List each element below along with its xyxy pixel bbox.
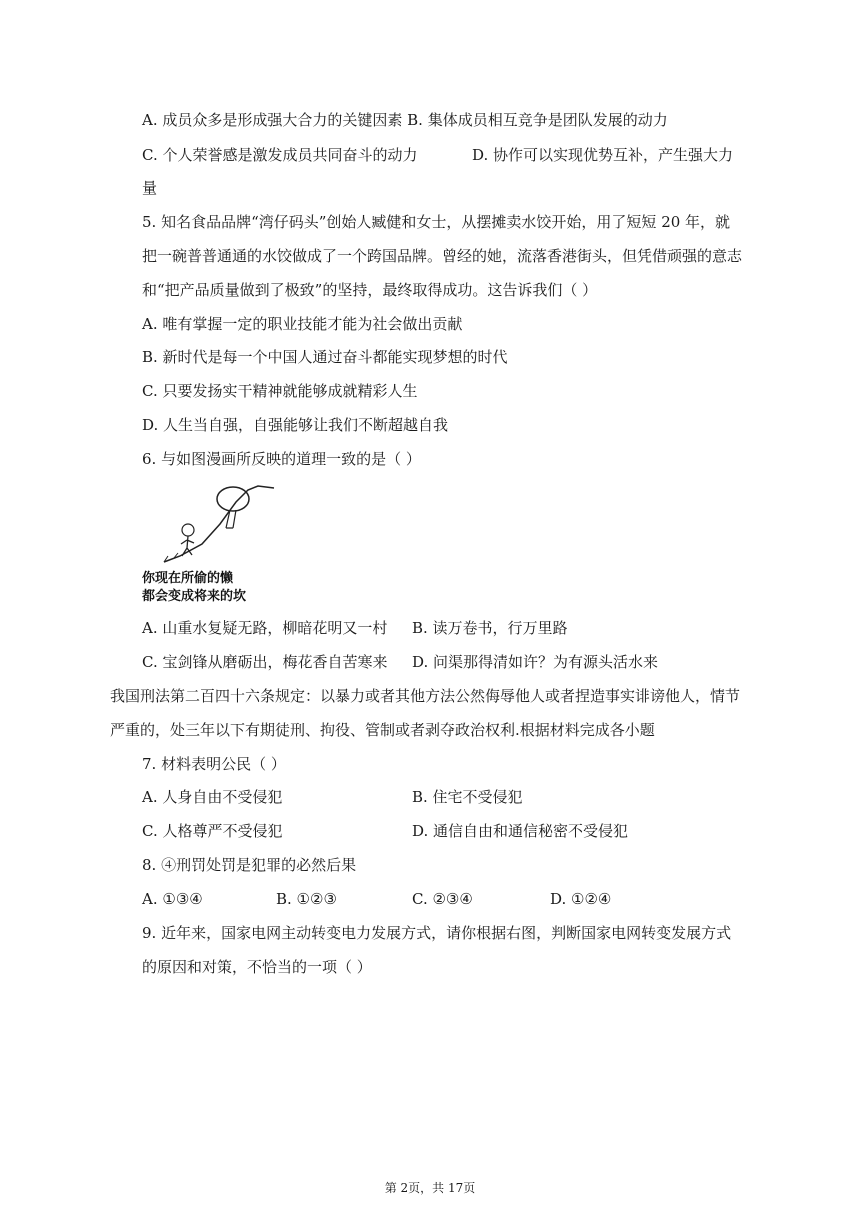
comic-caption-line-2: 都会变成将来的坎 <box>142 589 247 604</box>
line: A. 人身自由不受侵犯 <box>142 788 283 806</box>
line: C. 个人荣誉感是激发成员共同奋斗的动力 <box>142 146 418 164</box>
line: C. ②③④ <box>412 890 473 908</box>
line: D. 通信自由和通信秘密不受侵犯 <box>412 822 629 840</box>
line: B. 新时代是每一个中国人通过奋斗都能实现梦想的时代 <box>142 348 508 366</box>
line: D. 人生当自强，自强能够让我们不断超越自我 <box>142 416 449 434</box>
line: A. 山重水复疑无路，柳暗花明又一村 <box>142 619 388 637</box>
line: 和“把产品质量做到了极致”的坚持，最终取得成功。这告诉我们（ ） <box>142 281 598 299</box>
line: 8. ④刑罚处罚是犯罪的必然后果 <box>142 856 357 874</box>
line: B. 读万卷书，行万里路 <box>412 619 568 637</box>
comic-illustration <box>140 482 280 606</box>
line: D. ①②④ <box>550 890 612 908</box>
line: A. 唯有掌握一定的职业技能才能为社会做出贡献 <box>142 315 463 333</box>
line: 9. 近年来，国家电网主动转变电力发展方式，请你根据右图，判断国家电网转变发展方式 <box>142 924 732 942</box>
line: C. 宝剑锋从磨砺出，梅花香自苦寒来 <box>142 653 388 671</box>
line: A. ①③④ <box>142 890 203 908</box>
line: 严重的，处三年以下有期徒刑、拘役、管制或者剥夺政治权利.根据材料完成各小题 <box>110 721 655 739</box>
line: 我国刑法第二百四十六条规定：以暴力或者其他方法公然侮辱他人或者捏造事实诽谤他人，情节 <box>110 687 741 705</box>
line: D. 问渠那得清如许？为有源头活水来 <box>412 653 659 671</box>
line: 7. 材料表明公民（ ） <box>142 755 286 773</box>
comic-drawing <box>140 482 280 606</box>
comic-caption-line-1: 你现在所偷的懒 <box>142 571 234 586</box>
page-footer: 第 2页，共 17页 <box>384 1181 476 1195</box>
line: 量 <box>142 179 158 197</box>
line: C. 只要发扬实干精神就能够成就精彩人生 <box>142 382 418 400</box>
line: 6. 与如图漫画所反映的道理一致的是（ ） <box>142 450 421 468</box>
line: 的原因和对策，不恰当的一项（ ） <box>142 958 372 976</box>
line: A. 成员众多是形成强大合力的关键因素 B. 集体成员相互竞争是团队发展的动力 <box>142 111 668 129</box>
line: D. 协作可以实现优势互补，产生强大力 <box>472 146 734 164</box>
line: 5. 知名食品品牌“湾仔码头”创始人臧健和女士，从摆摊卖水饺开始，用了短短 20 年，就 <box>142 213 731 231</box>
line: C. 人格尊严不受侵犯 <box>142 822 283 840</box>
line: B. ①②③ <box>276 890 337 908</box>
line: B. 住宅不受侵犯 <box>412 788 523 806</box>
line: 把一碗普普通通的水饺做成了一个跨国品牌。曾经的她，流落香港街头，但凭借顽强的意志 <box>142 247 743 265</box>
